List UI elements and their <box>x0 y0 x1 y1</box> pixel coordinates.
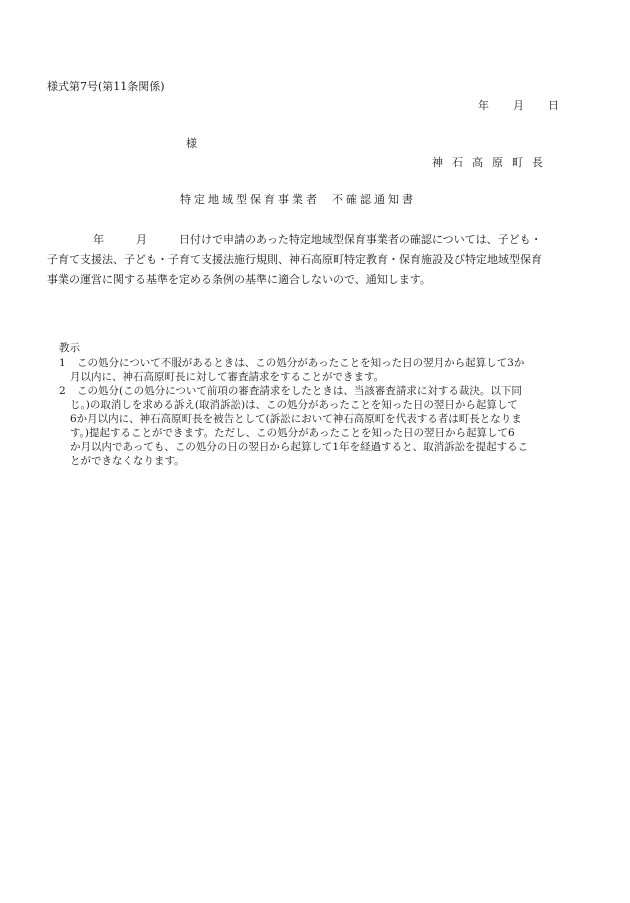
item-line: 月以内に、神石高原町長に対して審査請求をすることができます。 <box>70 371 385 383</box>
title-part2: 不確認通知書 <box>332 193 416 206</box>
body-line-1 <box>47 230 587 250</box>
body-month-label: 月 <box>136 233 147 246</box>
item-line: す。)提起することができます。ただし、この処分があったことを知った日の翌日から起算して6 <box>70 427 515 439</box>
addressee-suffix: 様 <box>186 137 197 150</box>
date-year-label: 年 <box>478 99 489 112</box>
item-line: とができなくなります。 <box>70 455 185 467</box>
item-line: この処分について不服があるときは、この処分があったことを知った日の翌月から起算して3か <box>77 357 525 369</box>
appeal-notice-item-1 <box>59 356 579 384</box>
item-number: 1 <box>59 357 66 369</box>
title-part1: 特定地域型保育事業者 <box>180 193 320 206</box>
date-day-label: 日 <box>548 99 559 112</box>
sender-name: 神石高原町長 <box>432 156 552 169</box>
body-line-2: 子育て支援法、子ども・子育て支援法施行規則、神石高原町特定教育・保育施設及び特定地域型保育 <box>47 253 542 266</box>
appeal-notice-item-2 <box>59 384 579 468</box>
item-number: 2 <box>59 385 66 397</box>
date-line <box>478 99 559 113</box>
item-line: じ。)の取消しを求める訴え(取消訴訟)は、この処分があったことを知った日の翌日から起算して <box>70 399 518 411</box>
body-paragraph <box>47 230 587 290</box>
body-line-1-text: 日付けで申請のあった特定地域型保育事業者の確認については、子ども・ <box>179 233 542 246</box>
body-year-label: 年 <box>93 233 104 246</box>
item-line: か月以内であっても、この処分の日の翌日から起算して1年を経過すると、取消訴訟を提起するこ <box>70 441 529 453</box>
item-line: 6か月以内に、神石高原町長を被告として(訴訟において神石高原町を代表する者は町長となりま <box>70 413 522 425</box>
appeal-notice <box>59 341 579 468</box>
body-line-3: 事業の運営に関する基準を定める条例の基準に適合しないので、通知します。 <box>47 273 431 286</box>
item-line: この処分(この処分について前項の審査請求をしたときは、当該審査請求に対する裁決。以下同 <box>77 385 522 397</box>
form-number: 様式第7号(第11条関係) <box>47 80 165 93</box>
appeal-notice-heading: 教示 <box>59 342 80 354</box>
date-month-label: 月 <box>513 99 524 112</box>
document-title <box>180 193 416 207</box>
